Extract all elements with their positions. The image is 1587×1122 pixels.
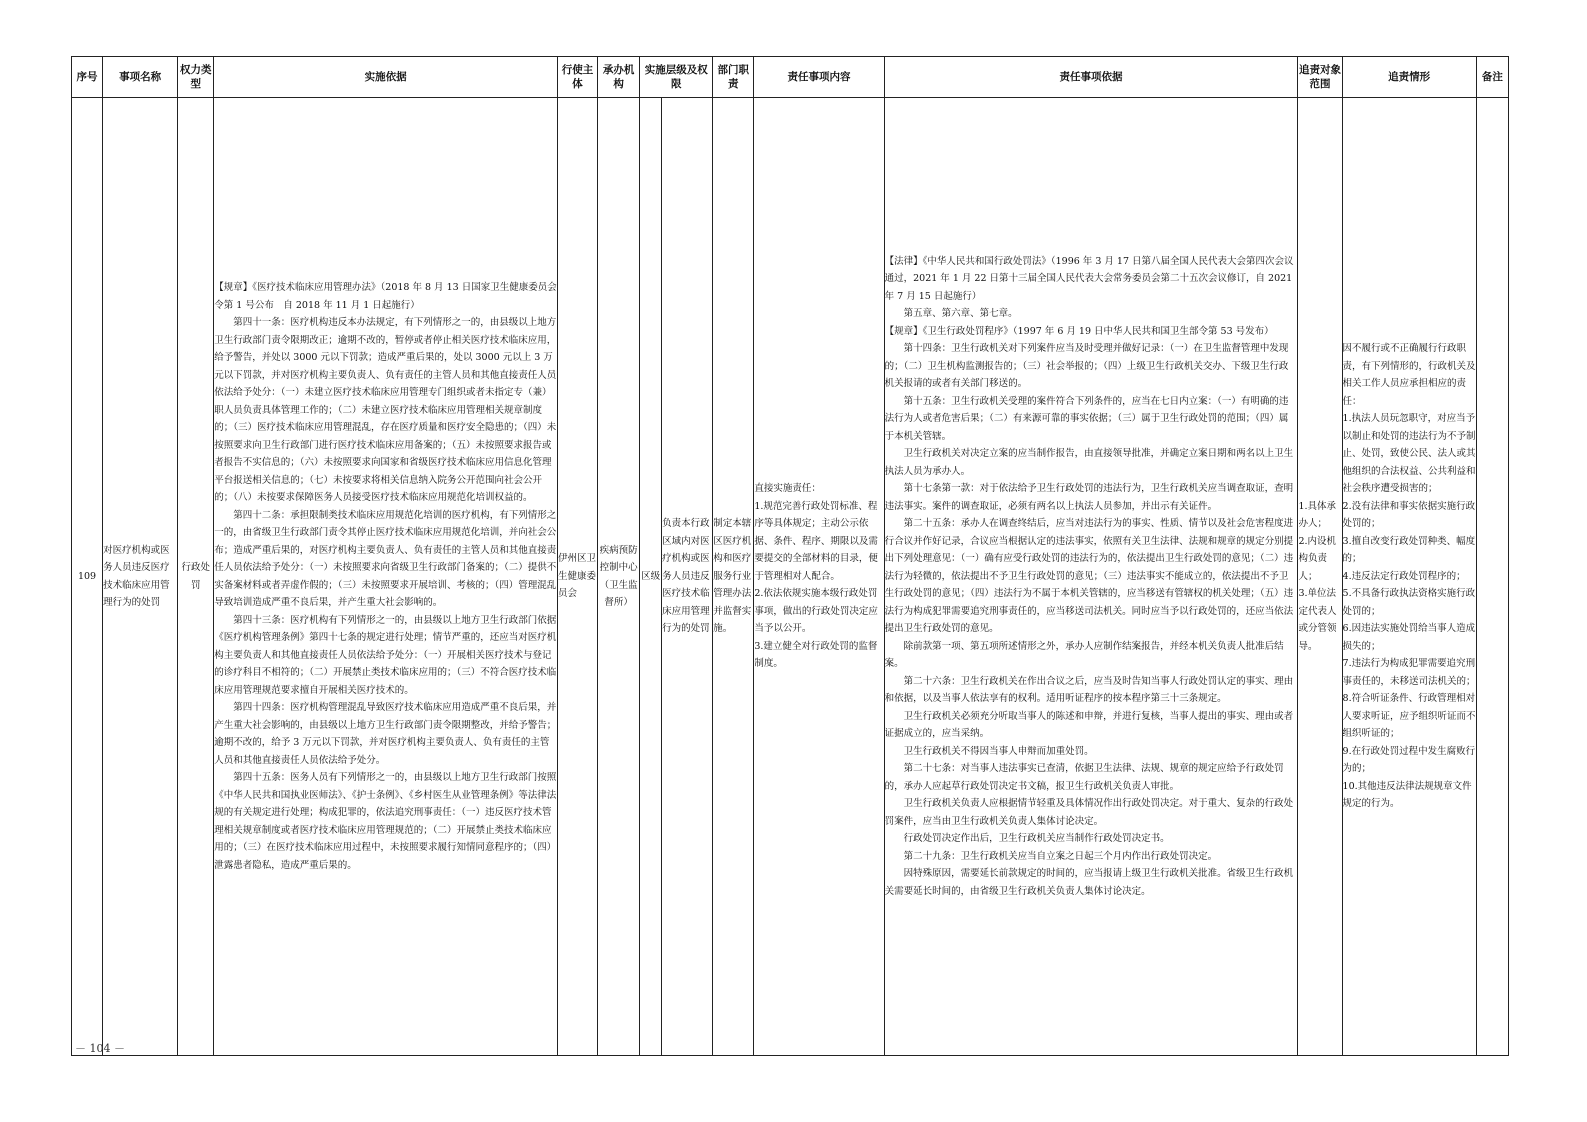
resp-basis-paragraph: 卫生行政机关必须充分听取当事人的陈述和申辩，并进行复核，当事人提出的事实、理由或者证据成立的，应当采纳。 bbox=[884, 710, 1294, 740]
situation-item: 5.不具备行政执法资格实施行政处罚的； bbox=[1342, 588, 1476, 617]
resp-basis-paragraph: 【规章】《卫生行政处罚程序》（1997 年 6 月 19 日中华人民共和国卫生部令第 53 号发布） bbox=[884, 325, 1274, 337]
subject-value: 伊州区卫生健康委员会 bbox=[557, 553, 596, 600]
header-handler: 承办机构 bbox=[598, 57, 640, 98]
cell-power-type bbox=[178, 98, 214, 1056]
resp-basis-paragraph: 第二十七条：对当事人违法事实已查清，依据卫生法律、法规、规章的规定应给予行政处罚的，承办人应起草行政处罚决定书文稿，报卫生行政机关负责人审批。 bbox=[884, 763, 1284, 792]
resp-basis-paragraph: 第十七条第一款：对于依法给予卫生行政处罚的违法行为，卫生行政机关应当调查取证，查明违法事实。案件的调查取证，必须有两名以上执法人员参加，并出示有关证件。 bbox=[884, 483, 1294, 512]
resp-basis-paragraph: 第十四条：卫生行政机关对下列案件应当及时受理并做好记录：（一）在卫生监督管理中发现的；（二）卫生机构监测报告的；（三）社会举报的；（四）上级卫生行政机关交办、下级卫生行政机关报请的或者有关部门移送的。 bbox=[884, 343, 1289, 390]
resp-basis-paragraph: 卫生行政机关不得因当事人申辩而加重处罚。 bbox=[903, 745, 1094, 757]
cell-remarks bbox=[1476, 98, 1508, 1056]
header-power-type: 权力类型 bbox=[178, 57, 214, 98]
level-value: 区级 bbox=[641, 570, 661, 582]
resp-basis-paragraph: 第二十九条：卫生行政机关应当自立案之日起三个月内作出行政处罚决定。 bbox=[903, 850, 1218, 862]
resp-basis-text bbox=[885, 253, 1298, 901]
situation-item: 9.在行政处罚过程中发生腐败行为的； bbox=[1342, 745, 1476, 775]
header-seq: 序号 bbox=[72, 57, 103, 98]
header-row bbox=[72, 57, 1509, 98]
resp-content-paragraph: 1.规范完善行政处罚标准、程序等具体规定；主动公示依据、条件、程序、期限以及需要提交的全部材料的目录，便于管理相对人配合。 bbox=[754, 500, 878, 582]
cell-subject bbox=[557, 98, 597, 1056]
resp-basis-paragraph: 行政处罚决定作出后，卫生行政机关应当制作行政处罚决定书。 bbox=[903, 833, 1170, 845]
situation-item: 10.其他违反法律法规规章文件规定的行为。 bbox=[1342, 780, 1472, 810]
scope-item: 3.单位法定代表人或分管领导。 bbox=[1298, 588, 1337, 652]
basis-text bbox=[214, 279, 557, 874]
table-row bbox=[72, 98, 1509, 1056]
cell-resp-content bbox=[754, 98, 884, 1056]
basis-paragraph: 【规章】《医疗技术临床应用管理办法》（2018 年 8 月 13 日国家卫生健康委员会令第 1 号公布 自 2018 年 11 月 1 日起施行） bbox=[214, 282, 557, 311]
header-resp-basis: 责任事项依据 bbox=[884, 57, 1298, 98]
dept-duty-value: 制定本辖区医疗机构和医疗服务行业管理办法并监督实施。 bbox=[713, 518, 752, 635]
handler-value: 疾病预防控制中心（卫生监督所） bbox=[599, 544, 638, 608]
resp-basis-paragraph: 卫生行政机关负责人应根据情节轻重及具体情况作出行政处罚决定。对于重大、复杂的行政处罚案件，应当由卫生行政机关负责人集体讨论决定。 bbox=[884, 798, 1294, 827]
scope-item: 1.具体承办人； bbox=[1298, 500, 1337, 530]
situation-item: 2.没有法律和事实依据实施行政处罚的； bbox=[1342, 500, 1476, 530]
basis-paragraph: 第四十四条：医疗机构管理混乱导致医疗技术临床应用造成严重不良后果，并产生重大社会影响的，由县级以上地方卫生行政部门责令限期整改，并给予警告；逾期不改的，给予 3 万元以下罚款，并对医疗机构主要负责人、负有责任的主管人员和其他直接责任人员依法给予处分。 bbox=[214, 702, 557, 766]
header-item-name: 事项名称 bbox=[103, 57, 178, 98]
situation-item: 6.因违法实施处罚给当事人造成损失的； bbox=[1342, 623, 1476, 652]
header-situations: 追责情形 bbox=[1342, 57, 1476, 98]
resp-basis-paragraph: 第五章、第六章、第七章。 bbox=[903, 308, 1018, 320]
power-list-table bbox=[71, 56, 1509, 1056]
cell-dept-duty bbox=[713, 98, 754, 1056]
resp-content-paragraph: 3.建立健全对行政处罚的监督制度。 bbox=[754, 640, 878, 670]
basis-paragraph: 第四十二条：承担限制类技术临床应用规范化培训的医疗机构，有下列情形之一的，由省级卫生行政部门责令其停止医疗技术临床应用规范化培训，并向社会公布；造成严重后果的，对医疗机构主要负责人、负有责任的主管人员和其他直接责任人员依法给予处分：（一）未按照要求向省级卫生行政部门备案的；（二）提供不实备案材料或者弄虚作假的；（三）未按照要求开展培训、考核的；（四）管理混乱导致培训造成严重不良后果，并产生重大社会影响的。 bbox=[214, 509, 557, 608]
resp-content-paragraph: 2.依法依规实施本级行政处罚事项，做出的行政处罚决定应当予以公开。 bbox=[754, 588, 878, 635]
resp-content-text bbox=[754, 480, 883, 673]
cell-resp-basis bbox=[884, 98, 1298, 1056]
basis-paragraph: 第四十一条：医疗机构违反本办法规定，有下列情形之一的，由县级以上地方卫生行政部门责令限期改正；逾期不改的，暂停或者停止相关医疗技术临床应用，给予警告，并处以 3000 元以下罚款；造成严重后果的，处以 3000 元以上 3 万元以下罚款，并对医疗机构主要负责人、负有责任的主管人员和其他直接责任人员依法给予处分：（一）未建立医疗技术临床应用管理专门组织或者未指定专（兼）职人员负责具体管理工作的；（二）未建立医疗技术临床应用管理相关规章制度的；（三）医疗技术临床应用管理混乱，存在医疗质量和医疗安全隐患的；（四）未按照要求向卫生行政部门进行医疗技术临床应用备案的；（五）未按照要求报告或者报告不实信息的；（六）未按照要求向国家和省级医疗技术临床应用信息化管理平台报送相关信息的；（七）未按要求将相关信息纳入院务公开范围向社会公开的；（八）未按要求保障医务人员接受医疗技术临床应用规范化培训权益的。 bbox=[214, 317, 557, 503]
scope-item: 2.内设机构负责人； bbox=[1298, 535, 1337, 582]
header-scope: 追责对象范围 bbox=[1298, 57, 1342, 98]
header-subject: 行使主体 bbox=[557, 57, 597, 98]
cell-seq bbox=[72, 98, 103, 1056]
cell-scope bbox=[1298, 98, 1342, 1056]
situation-item: 3.擅自改变行政处罚种类、幅度的； bbox=[1342, 535, 1476, 565]
page-number: － 104 － bbox=[75, 1042, 125, 1055]
header-remarks: 备注 bbox=[1476, 57, 1508, 98]
scope-text bbox=[1298, 498, 1341, 656]
header-resp-content: 责任事项内容 bbox=[754, 57, 884, 98]
header-dept-duty: 部门职责 bbox=[713, 57, 754, 98]
situation-item: 因不履行或不正确履行行政职责，有下列情形的，行政机关及相关工作人员应承担相应的责任： bbox=[1342, 343, 1476, 407]
cell-level bbox=[640, 98, 662, 1056]
resp-basis-paragraph: 【法律】《中华人民共和国行政处罚法》（1996 年 3 月 17 日第八届全国人民代表大会第四次会议通过，2021 年 1 月 22 日第十三届全国人民代表大会常务委员会第二十五次会议修订，自 2021 年 7 月 15 日起施行） bbox=[884, 255, 1294, 302]
header-basis: 实施依据 bbox=[214, 57, 558, 98]
cell-level-scope bbox=[662, 98, 713, 1056]
situations-text bbox=[1343, 340, 1476, 813]
seq-value: 109 bbox=[77, 570, 97, 582]
situation-item: 4.违反法定行政处罚程序的； bbox=[1342, 570, 1466, 582]
cell-item-name bbox=[103, 98, 178, 1056]
situation-item: 7.违法行为构成犯罪需要追究刑事责任的，未移送司法机关的； bbox=[1342, 658, 1476, 687]
item-name-value: 对医疗机构或医务人员违反医疗技术临床应用管理行为的处罚 bbox=[103, 544, 170, 608]
resp-basis-paragraph: 除前款第一项、第五项所述情形之外，承办人应制作结案报告，并经本机关负责人批准后结案。 bbox=[884, 640, 1284, 670]
situation-item: 1.执法人员玩忽职守，对应当予以制止和处罚的违法行为不予制止、处罚，致使公民、法人或其他组织的合法权益、公共利益和社会秩序遭受损害的； bbox=[1342, 413, 1476, 495]
cell-basis bbox=[214, 98, 558, 1056]
level-scope-value: 负责本行政区域内对医疗机构或医务人员违反医疗技术临床应用管理行为的处罚 bbox=[662, 518, 710, 635]
resp-basis-paragraph: 因特殊原因，需要延长前款规定的时间的，应当报请上级卫生行政机关批准。省级卫生行政机关需要延长时间的，由省级卫生行政机关负责人集体讨论决定。 bbox=[884, 868, 1294, 897]
basis-paragraph: 第四十三条：医疗机构有下列情形之一的，由县级以上地方卫生行政部门依据《医疗机构管理条例》第四十七条的规定进行处理；情节严重的，还应当对医疗机构主要负责人和其他直接责任人员依法给予处分：（一）开展相关医疗技术与登记的诊疗科目不相符的；（二）开展禁止类技术临床应用的；（三）不符合医疗技术临床应用管理规范要求擅自开展相关医疗技术的。 bbox=[214, 614, 557, 696]
resp-basis-paragraph: 第十五条：卫生行政机关受理的案件符合下列条件的，应当在七日内立案：（一）有明确的违法行为人或者危害后果；（二）有来源可靠的事实依据；（三）属于卫生行政处罚的范围；（四）属于本机关管辖。 bbox=[884, 395, 1289, 442]
resp-content-paragraph: 直接实施责任： bbox=[754, 483, 821, 495]
cell-handler bbox=[598, 98, 640, 1056]
cell-situations bbox=[1342, 98, 1476, 1056]
power-type-value: 行政处罚 bbox=[181, 562, 210, 591]
header-level: 实施层级及权限 bbox=[640, 57, 713, 98]
resp-basis-paragraph: 卫生行政机关对决定立案的应当制作报告，由直接领导批准，并确定立案日期和两名以上卫生执法人员为承办人。 bbox=[884, 448, 1294, 477]
basis-paragraph: 第四十五条：医务人员有下列情形之一的，由县级以上地方卫生行政部门按照《中华人民共和国执业医师法》、《护士条例》、《乡村医生从业管理条例》等法律法规的有关规定进行处理；构成犯罪的，依法追究刑事责任：（一）违反医疗技术管理相关规章制度或者医疗技术临床应用管理规范的；（二）开展禁止类技术临床应用的；（三）在医疗技术临床应用过程中，未按照要求履行知情同意程序的；（四）泄露患者隐私，造成严重后果的。 bbox=[214, 772, 557, 871]
situation-item: 8.符合听证条件、行政管理相对人要求听证，应予组织听证而不组织听证的； bbox=[1342, 693, 1476, 740]
resp-basis-paragraph: 第二十五条：承办人在调查终结后，应当对违法行为的事实、性质、情节以及社会危害程度进行合议并作好记录，合议应当根据认定的违法事实，依照有关卫生法律、法规和规章的规定分别提出下列处理意见：（一）确有应受行政处罚的违法行为的，依法提出卫生行政处罚的意见；（二）违法行为轻微的，依法提出不予卫生行政处罚的意见；（三）违法事实不能成立的，依法提出不予卫生行政处罚的意见；（四）违法行为不属于本机关管辖的，应当移送有管辖权的机关处理；（五）违法行为构成犯罪需要追究刑事责任的，应当移送司法机关。同时应当予以行政处罚的，还应当依法提出卫生行政处罚的意见。 bbox=[884, 518, 1294, 635]
resp-basis-paragraph: 第二十六条：卫生行政机关在作出合议之后，应当及时告知当事人行政处罚认定的事实、理由和依据，以及当事人依法享有的权利。适用听证程序的按本程序第三十三条规定。 bbox=[884, 675, 1294, 705]
